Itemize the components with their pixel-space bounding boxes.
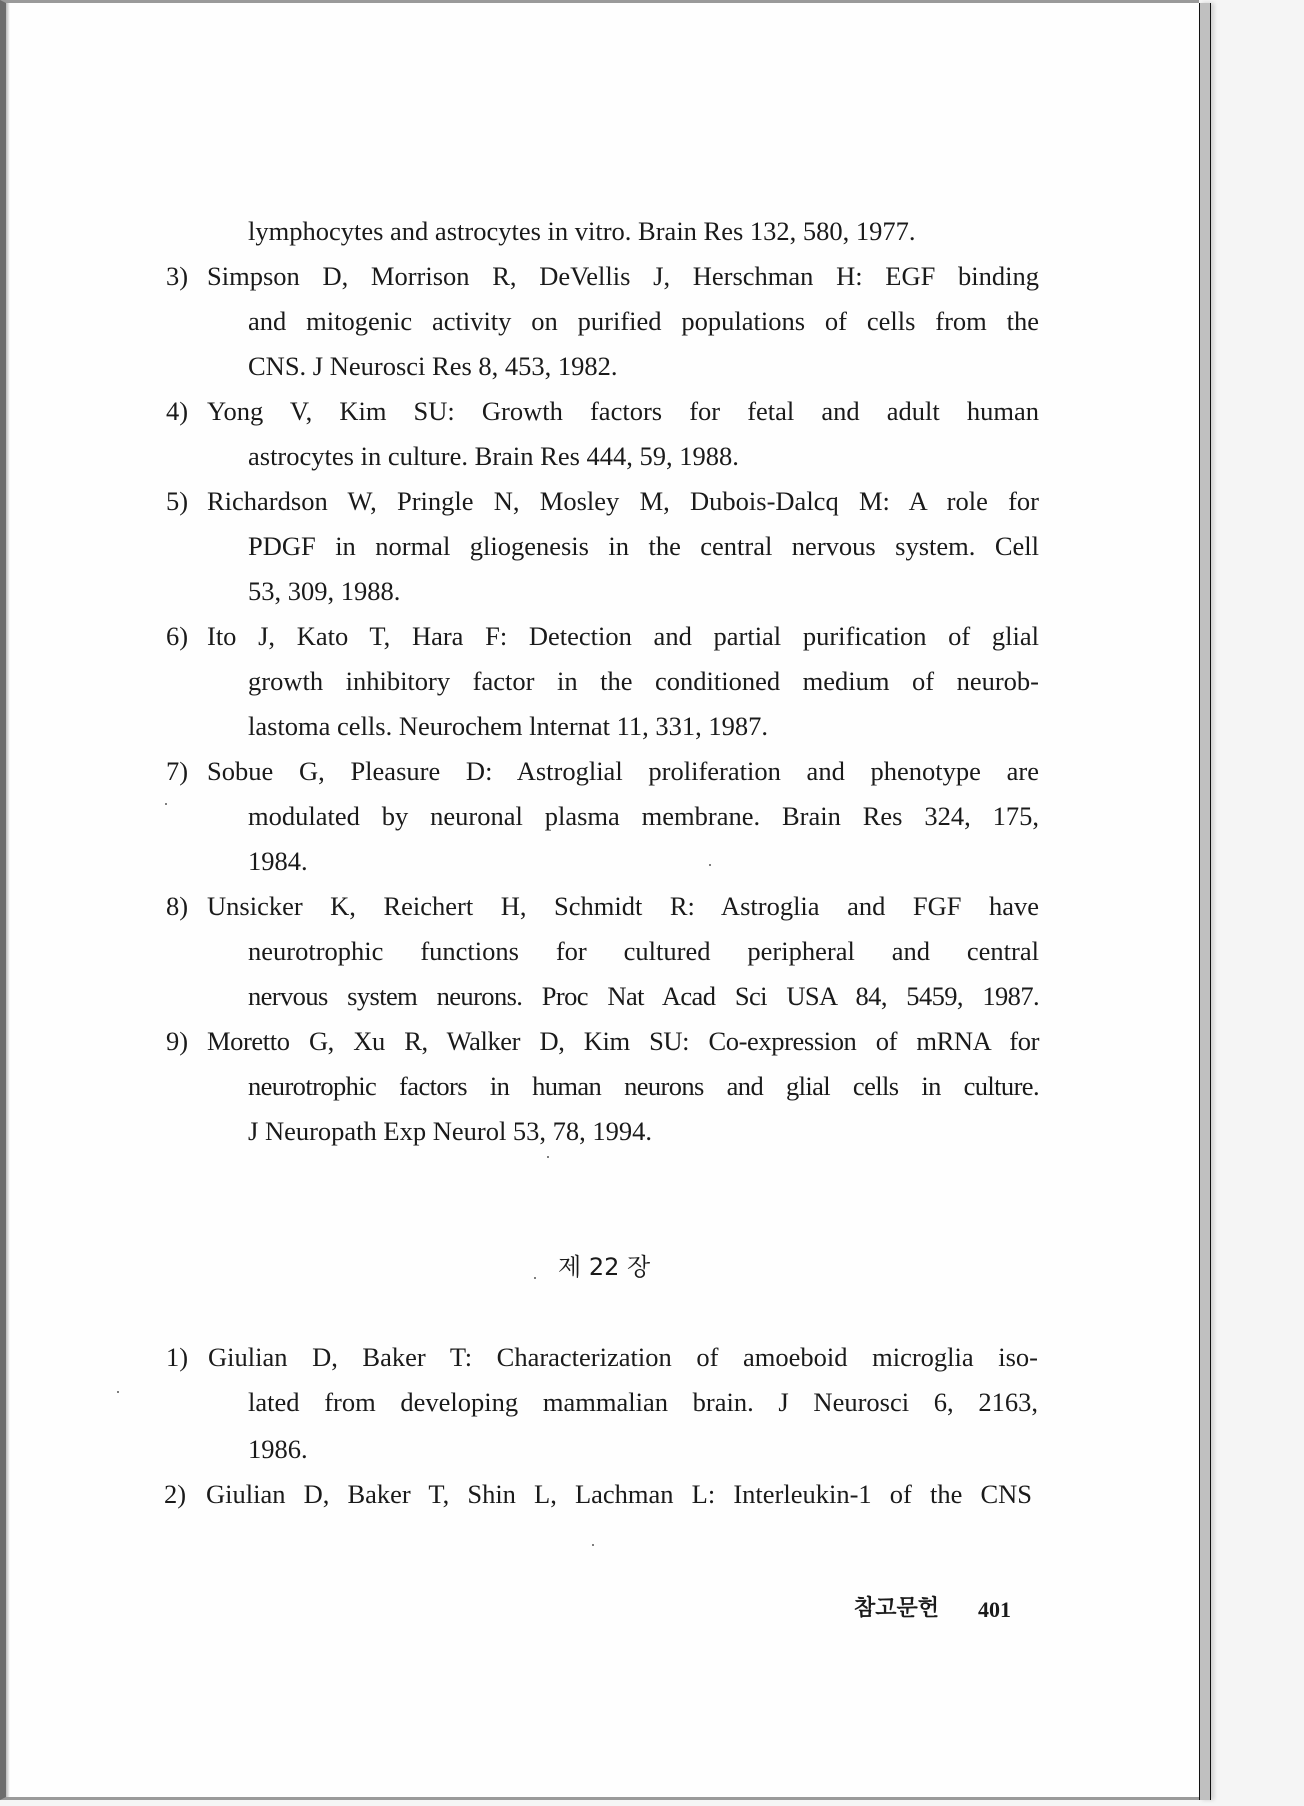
scan-speck (592, 1544, 594, 1546)
reference-number: 3) (166, 261, 189, 291)
scan-speck (709, 864, 711, 866)
reference-line: and mitogenic activity on purified populations of cells from the (248, 306, 1039, 336)
page-binding-shade (6, 3, 10, 1797)
reference-number: 5) (166, 486, 189, 516)
reference-line: 1986. (248, 1434, 308, 1464)
reference-line: neurotrophic functions for cultured peripheral and central (248, 936, 1039, 966)
scan-speck (117, 1391, 119, 1393)
scan-speck (534, 1277, 536, 1279)
footer-section-label: 참고문헌 (854, 1596, 940, 1621)
reference-line: Sobue G, Pleasure D: Astroglial proliferation and phenotype are (207, 756, 1039, 786)
page-number: 401 (978, 1597, 1011, 1622)
reference-line: Giulian D, Baker T, Shin L, Lachman L: Interleukin-1 of the CNS (206, 1479, 1032, 1509)
reference-line: Ito J, Kato T, Hara F: Detection and partial purification of glial (207, 621, 1039, 651)
reference-line: Giulian D, Baker T: Characterization of amoeboid microglia iso- (208, 1342, 1038, 1372)
chapter-heading: 제 22 장 (558, 1253, 651, 1281)
reference-number: 9) (166, 1026, 189, 1056)
reference-line: astrocytes in culture. Brain Res 444, 59, 1988. (248, 441, 739, 471)
reference-line: Moretto G, Xu R, Walker D, Kim SU: Co-expression of mRNA for (207, 1026, 1039, 1056)
scan-speck (547, 1156, 549, 1158)
reference-line: J Neuropath Exp Neurol 53, 78, 1994. (248, 1116, 653, 1146)
reference-line: nervous system neurons. Proc Nat Acad Sci USA 84, 5459, 1987. (248, 981, 1039, 1011)
reference-line: 53, 309, 1988. (248, 576, 401, 606)
scan-speck (165, 803, 167, 805)
reference-line: Simpson D, Morrison R, DeVellis J, Herschman H: EGF binding (207, 261, 1039, 291)
reference-number: 7) (166, 756, 189, 786)
reference-line: neurotrophic factors in human neurons and glial cells in culture. (248, 1071, 1039, 1101)
reference-line: PDGF in normal gliogenesis in the central nervous system. Cell (248, 531, 1039, 561)
reference-line: growth inhibitory factor in the conditioned medium of neurob- (248, 666, 1039, 696)
reference-line: CNS. J Neurosci Res 8, 453, 1982. (248, 351, 618, 381)
reference-number: 2) (164, 1479, 187, 1509)
reference-line: lastoma cells. Neurochem lnternat 11, 331, 1987. (248, 711, 769, 741)
reference-line: Richardson W, Pringle N, Mosley M, Dubois-Dalcq M: A role for (207, 486, 1039, 516)
reference-line: modulated by neuronal plasma membrane. Brain Res 324, 175, (248, 801, 1039, 831)
reference-line: Unsicker K, Reichert H, Schmidt R: Astroglia and FGF have (207, 891, 1039, 921)
reference-number: 8) (166, 891, 189, 921)
reference-line: Yong V, Kim SU: Growth factors for fetal and adult human (207, 396, 1039, 426)
reference-number: 1) (166, 1342, 189, 1372)
reference-line: lated from developing mammalian brain. J Neurosci 6, 2163, (248, 1387, 1038, 1417)
reference-continuation-line: lymphocytes and astrocytes in vitro. Brain Res 132, 580, 1977. (248, 216, 916, 246)
reference-number: 6) (166, 621, 189, 651)
page-edge (1199, 3, 1211, 1800)
reference-line: 1984. (248, 846, 308, 876)
reference-number: 4) (166, 396, 189, 426)
